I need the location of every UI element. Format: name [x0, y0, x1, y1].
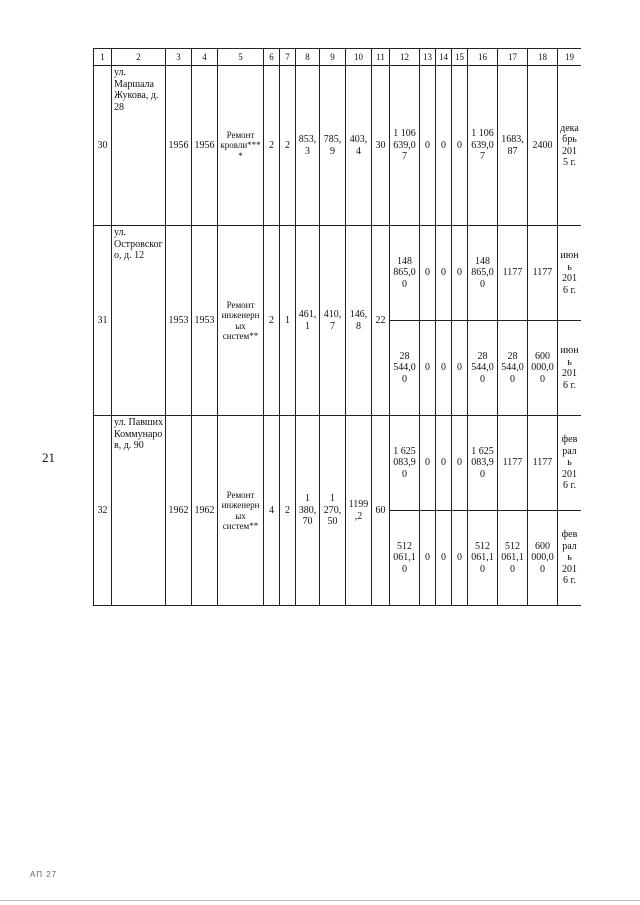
address-cell: ул. Островского, д. 12 [112, 226, 166, 416]
row-number: 30 [94, 66, 112, 226]
page-number: 21 [42, 450, 55, 465]
cell: 785,9 [320, 66, 346, 226]
cell: 0 [436, 416, 452, 511]
cell: 2 [264, 66, 280, 226]
cell: 1 [280, 226, 296, 416]
col-number: 1 [94, 49, 112, 66]
row-number: 32 [94, 416, 112, 606]
cell: 600 000,00 [528, 511, 558, 606]
cell: 461,1 [296, 226, 320, 416]
cell: 1177 [528, 416, 558, 511]
cell: 1683,87 [498, 66, 528, 226]
cell: 403,4 [346, 66, 372, 226]
cell: 853,3 [296, 66, 320, 226]
cell: 2 [280, 416, 296, 606]
cell: 1 270,50 [320, 416, 346, 606]
table-row-32 [94, 416, 582, 511]
row-number: 31 [94, 226, 112, 416]
year-cell: 1953 [192, 226, 218, 416]
cell: 0 [420, 66, 436, 226]
col-number: 19 [558, 49, 582, 66]
year-cell: 1956 [166, 66, 192, 226]
col-number: 9 [320, 49, 346, 66]
cell: 2 [280, 66, 296, 226]
cell: 0 [420, 226, 436, 321]
col-number: 6 [264, 49, 280, 66]
cell: 0 [436, 66, 452, 226]
date-cell: июнь 2016 г. [558, 321, 582, 416]
col-number: 5 [218, 49, 264, 66]
cell: 1 106 639,07 [390, 66, 420, 226]
col-number: 18 [528, 49, 558, 66]
cell: 60 [372, 416, 390, 606]
col-number: 2 [112, 49, 166, 66]
table-row-31 [94, 226, 582, 321]
table-row-30 [94, 66, 582, 226]
cell: 148 865,00 [390, 226, 420, 321]
cell: 600 000,00 [528, 321, 558, 416]
cell: 0 [436, 511, 452, 606]
date-cell: декабрь 2015 г. [558, 66, 582, 226]
address-cell: ул. Павших Коммунаров, д. 90 [112, 416, 166, 606]
cell: 0 [452, 511, 468, 606]
year-cell: 1953 [166, 226, 192, 416]
cell: 0 [452, 226, 468, 321]
col-number: 15 [452, 49, 468, 66]
bottom-rule [0, 900, 640, 901]
cell: 0 [452, 416, 468, 511]
repair-table [93, 48, 581, 606]
cell: 28 544,00 [390, 321, 420, 416]
col-number: 7 [280, 49, 296, 66]
cell: 1177 [498, 226, 528, 321]
col-number: 11 [372, 49, 390, 66]
col-number: 17 [498, 49, 528, 66]
date-cell: февраль 2016 г. [558, 416, 582, 511]
cell: 512 061,10 [468, 511, 498, 606]
repair-table-container [93, 48, 581, 884]
col-number: 10 [346, 49, 372, 66]
year-cell: 1956 [192, 66, 218, 226]
cell: 0 [436, 321, 452, 416]
work-type-cell: Ремонт инженерных систем** [218, 416, 264, 606]
cell: 0 [420, 416, 436, 511]
cell: 0 [452, 321, 468, 416]
cell: 22 [372, 226, 390, 416]
cell: 146,8 [346, 226, 372, 416]
cell: 1 106 639,07 [468, 66, 498, 226]
cell: 1 380,70 [296, 416, 320, 606]
cell: 0 [436, 226, 452, 321]
date-cell: июнь 2016 г. [558, 226, 582, 321]
work-type-cell: Ремонт инженерных систем** [218, 226, 264, 416]
work-type-cell: Ремонт кровли**** [218, 66, 264, 226]
cell: 0 [452, 66, 468, 226]
cell: 1 625 083,90 [390, 416, 420, 511]
col-number: 14 [436, 49, 452, 66]
col-number: 8 [296, 49, 320, 66]
cell: 1177 [528, 226, 558, 321]
cell: 4 [264, 416, 280, 606]
year-cell: 1962 [166, 416, 192, 606]
cell: 512 061,10 [498, 511, 528, 606]
column-number-row [94, 49, 582, 66]
cell: 1177 [498, 416, 528, 511]
address-cell: ул. Маршала Жукова, д. 28 [112, 66, 166, 226]
cell: 148 865,00 [468, 226, 498, 321]
cell: 1199,2 [346, 416, 372, 606]
cell: 0 [420, 511, 436, 606]
col-number: 3 [166, 49, 192, 66]
cell: 2 [264, 226, 280, 416]
cell: 0 [420, 321, 436, 416]
col-number: 12 [390, 49, 420, 66]
year-cell: 1962 [192, 416, 218, 606]
cell: 28 544,00 [498, 321, 528, 416]
cell: 2400 [528, 66, 558, 226]
cell: 410,7 [320, 226, 346, 416]
footer-mark: АП 27 [30, 870, 58, 879]
cell: 1 625 083,90 [468, 416, 498, 511]
col-number: 13 [420, 49, 436, 66]
cell: 30 [372, 66, 390, 226]
col-number: 4 [192, 49, 218, 66]
col-number: 16 [468, 49, 498, 66]
cell: 28 544,00 [468, 321, 498, 416]
cell: 512 061,10 [390, 511, 420, 606]
date-cell: февраль 2016 г. [558, 511, 582, 606]
